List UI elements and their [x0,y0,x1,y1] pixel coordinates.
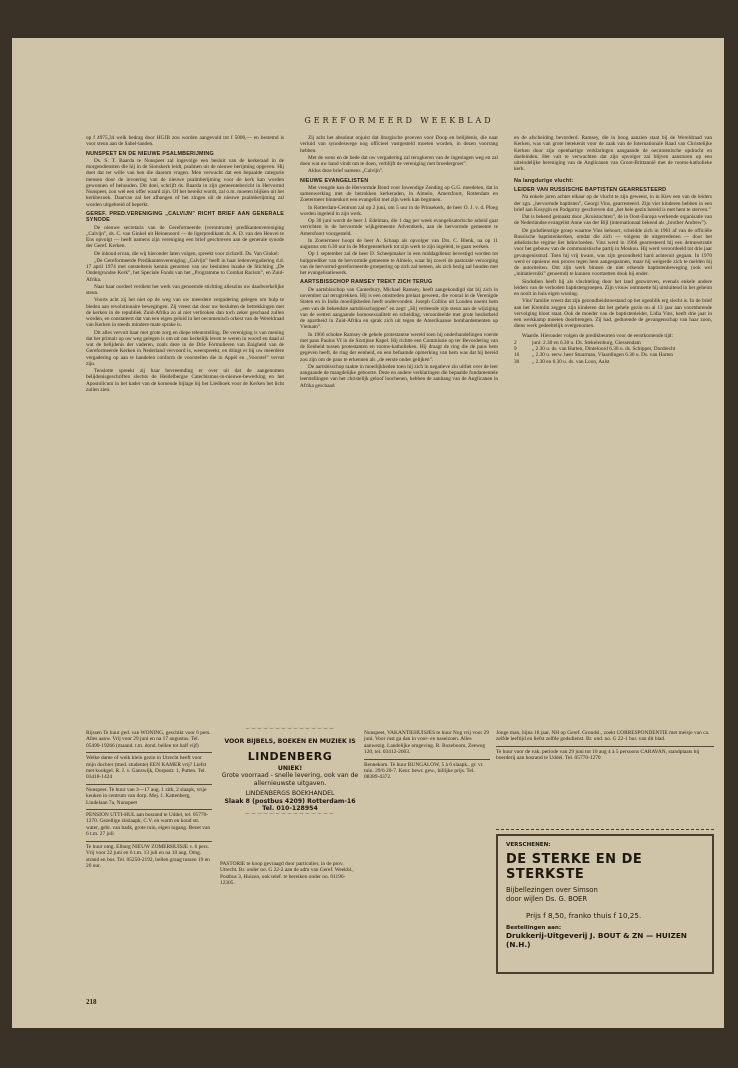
preaching-schedule [514,340,712,365]
classified-ad: Jonge man, bijna 18 jaar, NH op Geref. Grondsl., zoekt CORRESPONDENTIE met meisje van ca. zelfde leeftijd en liefst zelfde godsdienst. Br. ond. no. G 22-1 bur. van dit blad. [496,728,714,747]
publisher-address: Drukkerij-Uitgeverij J. BOUT & ZN — HUIZEN (N.H.) [506,931,687,949]
paragraph: Tenslotte spreekt zij haar bevreemding er over uit dat de aangenomen belijdenisgeschriften slechts de Heidelbergse Catechismus-in-nieuwe-bewerking en het Apostolicum in het kader van de komende bijlage bij het Liedboek voor de Kerken het licht zullen zien. [86,368,284,393]
zigzag-border: ︶︶︶︶︶︶︶︶︶︶︶︶︶︶︶ [244,728,335,734]
paragraph: Naar haar oordeel verdient het werk van genoemde stichting alleszins uw daadwerkelijke steun. [86,283,284,297]
masthead: GEREFORMEERD WEEKBLAD [304,116,494,125]
paragraph: In Zoetermeer hoopt de heer A. Schaap als opvolger van Drs. C. Blenk, na op 11 augustus om 6.30 uur in de Morgensterkerk tot zijn werk te zijn ingeleid, te gaan werken. [300,237,498,251]
ad-line: Slaak 8 (postbus 4209) Rotterdam-16 Tel. 010-128954 [224,797,356,812]
paragraph: De aartsbisschop van Canterbury, Michael Ramsey, heeft aangekondigd dat hij zich in november zal terugtrekken. Hij is een omstreden prelaat geweest, die vooral in de Verenigde Staten en in India moeilijkheden heeft ondervonden. Joseph Collins uit Londen noemt hem „een van de bekendste aartsbisschoppen” en zegt: „Hij verleende zijn steun aan de wijziging van de wetten aangaande homosexualiteit en scheiding, veroordeelde met grote beslistheid de apartheid in Zuid-Afrika en sprak zich uit tegen de Amerikaanse bombardementen op Vietnam”. [300,286,498,331]
schedule-row: 2 juni: 2.30 en 6.30 u. Ds. Stekelenburg, Giessendam [514,339,641,346]
paragraph: op f 4975,34 welk bedrag door HGJB zou worden aangevuld tot f 5000,— en bestemd is voor steun aan de Sahel-landen. [86,135,284,148]
kicker: Na langdurige vlucht: [514,177,574,184]
book-author: door wijlen Ds. G. BOER [506,895,588,903]
book-title: DE STERKE EN DE STERKSTE [506,852,643,882]
classified-ad: Bennekom. Te huur BUNGALOW, 5 à 6 slaapk., gr. vr. tuin. 29/6 20-7. Keur. bewr. gew., billijke prijs. Tel. 08389-4372. [364,761,484,781]
lindenberg-ad [220,728,360,856]
paragraph: Zij acht het absoluut onjuist dat liturgische proeven voor Doop en belijdenis, die naar verluid van synodeswege nog officieel vastgesteld moeten worden, in dezen voorrang hebben. [300,135,498,154]
page-content [84,38,714,1028]
paragraph: In 1966 schokte Ramsey de gehele protestantse wereld toen hij onderhandelingen voerde met paus Paulus VI in de Sixtijnse Kapel. Hij richtte een Commissie op ter Bevordering van de Eenheid tussen protestanten en rooms-katholieken. Hij draagt de ring die de paus hem gegeven heeft, de ring der eenheid, en een befaamde opmerking van hem was dat hij bereid zou zijn om de paus te erkennen als „de eerste onder gelijken”. [300,331,498,363]
classified-ad: Welke dame of welk klein gezin in Utrecht heeft voor mijn dochter (med. studente) EEN KAMER vrij? Liefst met kookgel. R. J. v. Ganswijk, Dorpsstr. 1, Putten. Tel. 03418-1424 [86,753,212,785]
paragraph: De godsdienstige groep waartoe Vins behoort, scheidde zich in 1961 af van de officiële Russische baptistenkerken, omdat die zich — volgens de uitgetredenen — door het atheïstische regime liet beïnvloeden. Vins werd in 1966 gearresteerd bij een demonstratie voor het gebouw van de communistische partij in Moskou. Hij werd veroordeeld tot drie jaar gevangenisstraf. Toen hij vrij kwam, was zijn gezondheid hard achteruit gegaan. In 1970 werd er opnieuw een proces tegen hem aangespannen, maar hij weigerde zich te melden bij de autoriteiten. Om zijn werk binnen de niet erkende baptistenbeweging (ook wel „initiatievniki” genoemd) te kunnen voortzetten dook hij onder. [514,227,712,278]
pastorie-ad: PASTORIE te koop gevraagd door particulier, in de prov. Utrecht. Br. onder no. G 22-2 aan de adm van Geref. Weekbl., Postbus 3, Huizen, ook telef. te bereiken onder no. 01196-12305. [220,861,354,887]
paragraph: Waarde. Hieronder volgen de predikbeurten voor de eerstkomende tijd: [522,332,673,339]
newspaper-page [12,38,724,1028]
paragraph: Op 1 september zal de heer D. Scheepmaker in een middagdienst bevestigd worden tot hulpprediker van de hervormde gemeente te Almelo, waar hij zowel de pastorale verzorging van de hervormd-gereformeerde groepering op zich zal nemen, als zich bezig zal houden met het evangelisatiewerk. [300,251,498,277]
schedule-row: 16 „ 2.30 u. eerw. heer Stuurman, Vlaardingen 6.30 u. Ds. van Harten [514,352,674,359]
heading-evangelisten: NIEUWE EVANGELISTEN [300,177,369,184]
classified-ad: Te huur omg. Elburg NIEUW ZOMERHUISJE v. 6 pers. Vrij voor 22 juni en 6 t.m. 13 juli en na 10 aug. Omg. strand en bos. Tel. 05250-2192, bellen graag tussen 19 en 20 uur. [86,843,210,869]
paragraph: Met vreugde kan de Hervormde Bond voor Inwendige Zending op G.G. meedelen, dat in samenwerking met de betrokken kerkeraden, in Almelo, Amersfoort, Rotterdam en Zoetermeer binnenkort een evangelist met zijn werk kan beginnen. [300,184,498,204]
classified-ad: PENSION UTTI-HUL aan bosrand te Uddel, tel. 05770-1270. Gezellige zitslaapk, C.V. en warm en koud str. water, gebr. van badk, grote tuin, eigen ingang. Bezet van 6 t.m. 27 juli [86,810,212,842]
lindenberg-logo-text: LINDENBERG [247,749,333,763]
paragraph: Vins' familie vreest dat zijn gezondheidstoestand op het ogenblik erg slecht is. In de brief aan het Kremlin zeggen zijn kinderen dat het gehele gezin nu al 13 jaar aan voortdurende vervolging bloot staat. Ook de moeder van de baptistenleider, Lidia Vins, heeft drie jaar in een werkkamp moeten doorbrengen. Zij had, gedurende de gevangenschap van haar zoon, diens werk gedeeltelijk overgenomen. [514,298,712,330]
paragraph: Sindsdien heeft hij als vluchteling door het land gezworven, evenals enkele andere leiders van de verboden baptistengroepen. Zijn vrouw ontmoette hij uitsluitend in het geheim en nooit in huis eigen woning. [514,278,712,298]
classifieds-col-1 [86,728,212,968]
heading-vins: LEIDER VAN RUSSISCHE BAPTISTEN GEARRESTEERD [514,186,667,193]
paragraph: De inhoud ervan, die wij hieronder laten volgen, spreekt voor zichzelf. Ds. Van Ginkel: [94,250,280,257]
paragraph: Ds. S. T. Baarda te Nunspeet zal ingevolge een besluit van de kerkeraad in de morgendiensten die hij in de Sionskerk leidt, psalmen uit de nieuwe berijming opgeven. Hij doet dat ter wille van hen die daarom vragen. Men verwacht dat een bepaalde categorie mensen door de invoering van de nieuwe psalmberijming voor de kerk kan worden gewonnen of behouden. Dit doel, schrijft ds. Baarda in zijn gemeentebericht in Hervormd Nunspeet, zou wel een offer waard zijn. Of het bereikt wordt, zal o.m. moeten blijken uit het kerkbezoek. Daarvan zal het afhangen of het zingen uit de nieuwe psalmberijming zal worden uitgebreid of beperkt. [86,157,284,208]
column-2 [300,135,498,725]
heading-calvijn: GEREF. PRED.VERENIGING „CALVIJN” RICHT BRIEF AAN GENERALE SYNODE [86,210,284,224]
paragraph: Na enkele jaren achter elkaar op de vlucht te zijn geweest, in in Kiev een van de leiders der zgn. „hervormde baptisten”, Georgi Vins, gearresteerd. Zijn vier kinderen hebben in een brief aan Kosygin en Podgorny geschreven dat „het hele gezin bereid is met hem te sterven.” [514,194,712,213]
ad-line: VOOR BIJBELS, BOEKEN EN MUZIEK IS [224,738,356,745]
paragraph: Met de wens en de bede dat uw vergadering zal terugkeren van de ingeslagen weg en zal doen wat uw hand vindt om te doen, verblijft de vereniging met broedergroet”. [300,154,498,167]
zigzag-border: ︶︶︶︶︶︶︶︶︶︶︶︶︶︶︶ [244,812,335,819]
classified-ad: Nunspeet. Te huur van 3—17 aug. 1 zitk, 2 slaapk, vrije keuken in centrum van dorp. Mej. J. Kattenberg, Lindelaan 7a, Nunspeet [86,785,212,810]
classified-ad: Te huur voor de vak. periode van 29 juni tot 10 aug 4 à 5 persoons CARAVAN, standplaats bij boerderij aan bosrand te Uddel. Tel. 05770-1270 [496,748,700,762]
book-price: Prijs f 8,50, franko thuis f 10,25. [526,911,642,920]
paragraph: Aldus deze brief namens „Calvijn”. [308,168,384,175]
classified-ad: Nunspeet, VAKANTIEHUISJES te huur Nog vrij voor 29 juni. Voor rust ga dan in voor- en naseizoen. Alles aanwezig. Landelijke omgeving. R. Rozeboom, Zeeweg 120, tel. 03412-2603. [364,728,490,760]
heading-psalmberijming: NUNSPEET EN DE NIEUWE PSALMBERIJMING [86,150,214,157]
ad-line: LINDENBERGS BOEKHANDEL [245,790,335,797]
paragraph: De aartsbisschop raakte in moeilijkheden toen hij zich in negatieve zin uitliet over de leer aangaande de maagdelijke geboorte. Deze en andere verklaringen die bepaalde fundamentele leerstellingen van het christelijk geloof loochenen, hebben de aanhang van de Anglicanen in Afrika geschaad [300,363,498,389]
paragraph: In Rotterdam-Centrum zal op 2 juni, om 5 uur in de Prinsekerk, de heer O. J. v. d. Ploeg worden ingeleid in zijn werk. [300,204,498,217]
classifieds-col-3 [364,728,490,968]
paragraph: Voorts acht zij het niet op de weg van uw meerdere vergadering gelegen om hulp te bieden aan revolutionaire bewegingen. Zij vreest dat door uw besluiten de betrekkingen met de kerken in de republiek Zuid-Afrika zo al niet verbroken dan toch zeker geschaad zullen worden, en constateert dat van een eigen geluid in het oecumenisch orkest van de Wereldraad van Kerken in steeds mindere mate sprake is. [86,297,284,329]
paragraph: „De Gereformeerde Predikantenvereniging „Calvijn” heeft in haar ledenvergadering d.d. 17 april 1974 met ontsteltenis kennis genomen van uw besluiten inzake de Stichting „De Ondergrondse Kerk”, het Speciale Fonds van het „Programme to Combat Racism”, en Zuid-Afrika. [86,257,284,283]
paragraph: Dat is bekend gemaakt door „Kruistochten”, de in Oost-Europa werkende organisatie van de Nederlandse evangelist Anne van der Bijl (internationaal bekend als „brother Andrew”). [514,214,712,227]
classified-ad: Rijssen Te huur ged. van WONING, geschikt voor 6 pers. Alles aanw. Vrij voor 29 juni en na 17 augustus. Tel. 05490-19266 (maand. t.m. dond. bellen tot half vijf) [86,728,212,753]
ad-line: UNIEK! [277,764,303,772]
book-subtitle: Bijbellezingen over Simson [506,886,598,894]
order-label: Bestellingen aan: [506,925,562,931]
column-3 [514,135,712,745]
paragraph: Dit alles vervult haar met grote zorg en diepe teleurstelling. De vereniging is van mening dat het primair op uw weg gelegen is om uit ons kerkelijk leven te weren in woord en daad al wat de belijdenis der vaderen, zoals deze in de Drie Formulieren van Enigheid van de Gereformeerde Kerken in Nederland vervoord is, weerspreekt, en dringt er bij uw meerdere vergadering op aan te handelen conform de voorstellen die in Appèl en „Voorstel” vervat zijn. [86,329,284,367]
column-1 [86,135,284,720]
paragraph: Op 30 juni wordt de heer J. Edelman, die 1 dag per week evangelisatorische arbeid gaat verrichten in de hervormde wijkgemeente Adventkerk, aan de hervormde gemeente te Amersfoort voorgesteld. [300,218,498,237]
schedule-row: 9 „ 2.30 u. ds. van Harten, Dinteloord 6.30 u. ds. Schipper, Dordrecht [514,346,676,353]
ad-line: Grote voorraad - snelle levering, ook van de allernieuwste uitgaven. [221,772,359,787]
paragraph: De nieuwe secretaris van de Gereformeerde (verontruste) predikantenvereniging „Calvijn”, ds. C. van Ginkel uit Heinenoord — de ligerpredikant ds. A. D. van den Heuvel te Ens opvolgt — heeft namens zijn vereniging een brief geschreven aan de generale synode der Geref. Kerken. [86,224,284,250]
paragraph: en de afscheiding bevorderd. Ramsey, die in hoog aanzien staat bij de Wereldraad van Kerken, was van grote betekenis voor de zaak van de Internationale Raad van Christelijke Kerken door zijn openhartige verklaringen aangaande de oecumenische opdracht en doeleinden. Het valt te verwachten dat zijn opvolger zal blijven aansturen op een uiteindelijke hereniging van de Anglicanen van Groot-Brittannië met de rooms-katholieke kerk. [514,135,712,173]
book-ad-sterke [496,834,714,974]
heading-ramsey: AARTSBISSCHOP RAMSEY TREKT ZICH TERUG [300,279,433,286]
ad-label: VERSCHENEN: [506,842,551,848]
schedule-row: 30 „ 2.30 en 6.30 u. ds. van Loon, Aalst [514,358,610,365]
page-number: 218 [86,998,97,1006]
